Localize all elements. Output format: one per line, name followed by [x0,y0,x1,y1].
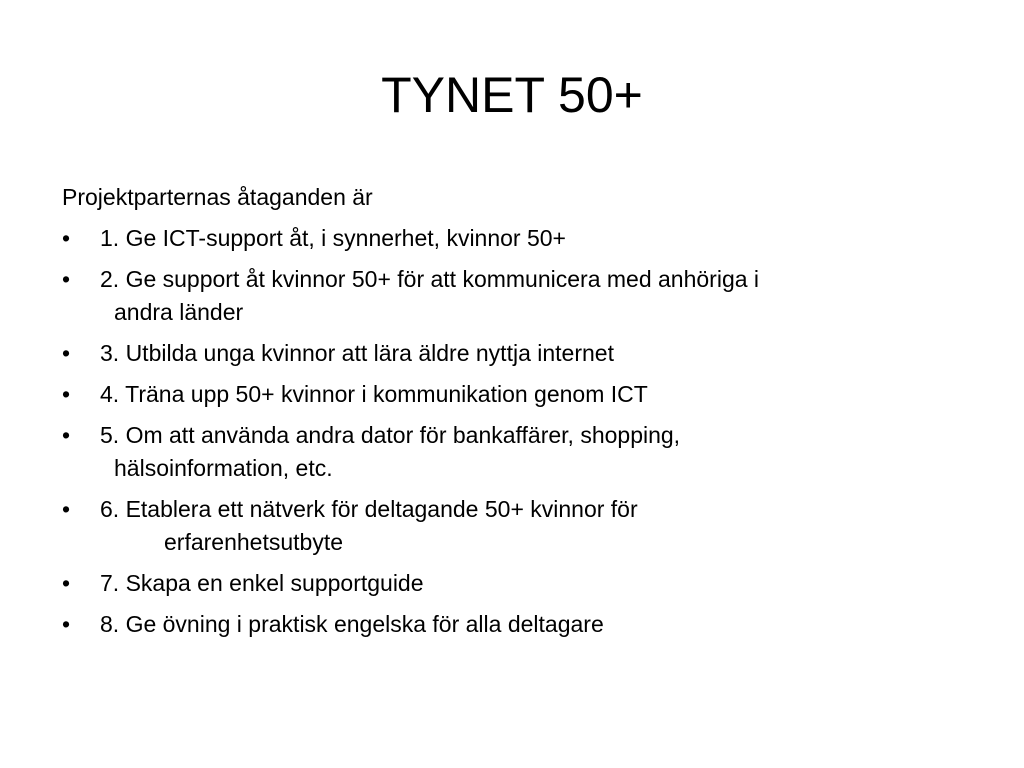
bullet-icon: • [62,422,71,448]
bullet-list [62,222,962,641]
list-item [62,263,962,329]
list-item [62,222,962,255]
list-item-text: 1. Ge ICT-support åt, i synnerhet, kvinnor 50+ [100,225,566,251]
bullet-icon: • [62,496,71,522]
list-item [62,567,962,600]
list-item [62,493,962,559]
list-item [62,608,962,641]
list-item-text: 3. Utbilda unga kvinnor att lära äldre nyttja internet [100,340,614,366]
list-item-text: 6. Etablera ett nätverk för deltagande 50+ kvinnor för [100,496,638,522]
intro-text: Projektparternas åtaganden är [62,184,373,210]
list-item [62,419,962,485]
list-item-continuation: andra länder [114,299,244,325]
list-item-text: 5. Om att använda andra dator för bankaffärer, shopping, [100,422,681,448]
list-item-text: 7. Skapa en enkel supportguide [100,570,424,596]
list-item-text: 8. Ge övning i praktisk engelska för alla deltagare [100,611,604,637]
bullet-icon: • [62,266,71,292]
slide-title: TYNET 50+ [381,67,643,123]
list-item-continuation: erfarenhetsutbyte [164,529,344,555]
slide-body [62,181,962,649]
list-item [62,378,962,411]
bullet-icon: • [62,570,71,596]
list-item-text: 2. Ge support åt kvinnor 50+ för att kommunicera med anhöriga i [100,266,760,292]
bullet-icon: • [62,381,71,407]
bullet-icon: • [62,611,71,637]
bullet-icon: • [62,340,71,366]
bullet-icon: • [62,225,71,251]
list-item-text: 4. Träna upp 50+ kvinnor i kommunikation genom ICT [100,381,648,407]
list-item-continuation: hälsoinformation, etc. [114,455,333,481]
list-item [62,337,962,370]
